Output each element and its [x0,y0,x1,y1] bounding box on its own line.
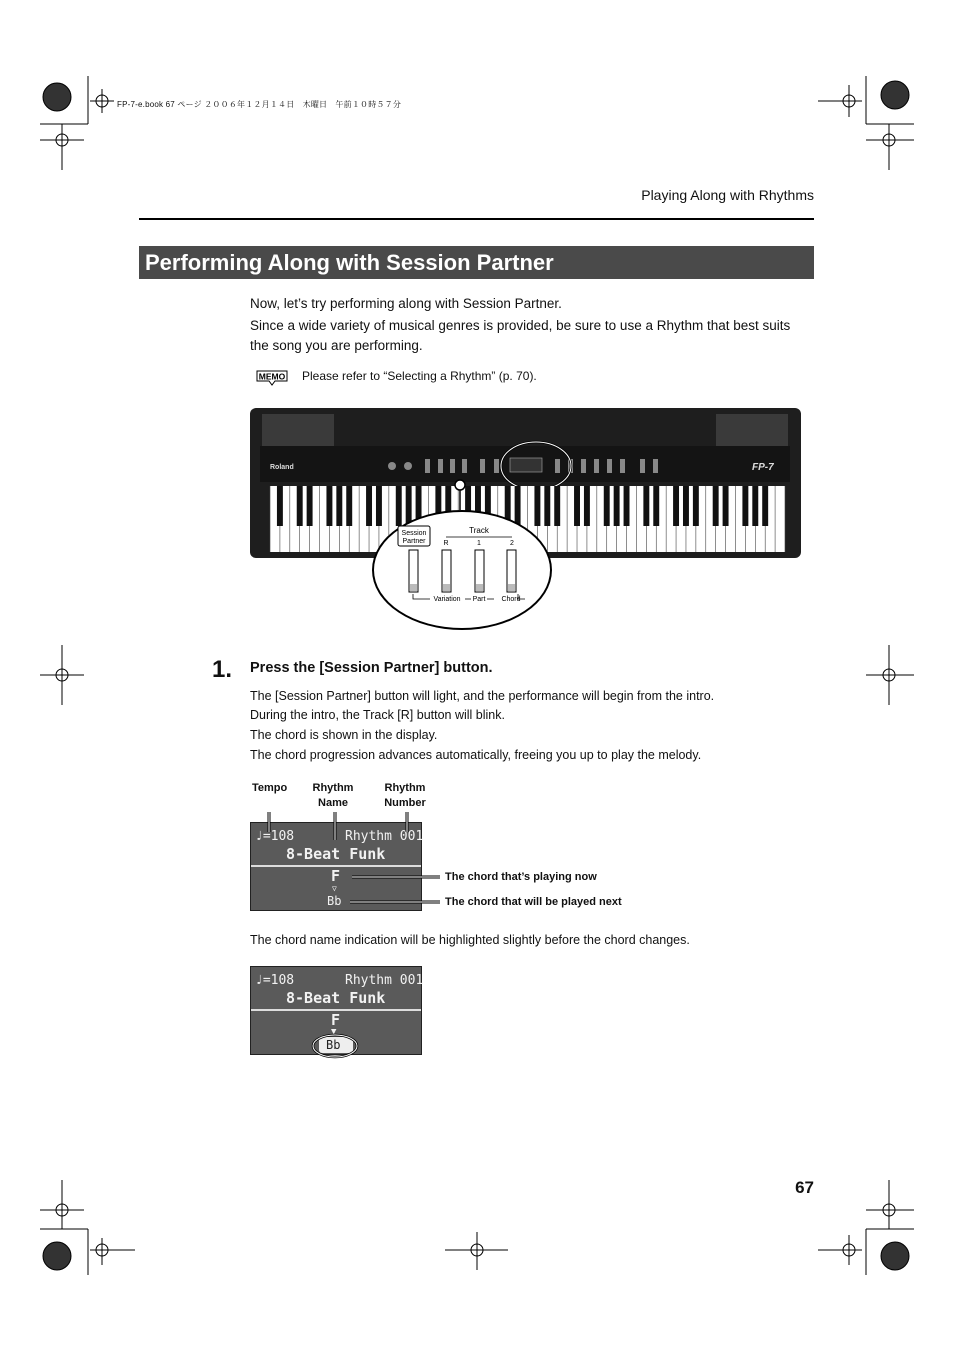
memo-label: MEMO [258,371,286,382]
black-key [277,486,283,526]
zoom-label-variation: Variation [433,596,461,603]
black-key [584,486,590,526]
black-key [723,486,729,526]
page-number: 67 [795,1178,814,1197]
black-key [297,486,303,526]
display2-rhythm-number: Rhythm 001 [345,973,424,988]
header-rule [139,218,814,220]
black-key [693,486,699,526]
section-title-bar [139,246,814,279]
track-r: R [443,540,449,547]
zoom-label-chord: Chord [501,596,521,603]
black-key [624,486,630,526]
black-key [534,486,540,526]
zoom-label-part: Part [472,596,486,603]
display2-rhythm-name: 8-Beat Funk [286,989,386,1007]
black-key [713,486,719,526]
highlight-note: The chord name indication will be highlighted slightly before the chord changes. [250,933,690,947]
display-tempo: ♩=108 [255,829,295,844]
model-logo: FP-7 [752,462,774,473]
black-key [346,486,352,526]
display-rhythm-name: 8-Beat Funk [286,845,386,863]
label-tempo: Tempo [252,782,288,794]
running-head: Playing Along with Rhythms [641,187,814,203]
session-label-1: Session [401,530,427,537]
print-info: FP-7-e.book 67 ページ ２００６年１２月１４日 木曜日 午前１０時５７分 [117,100,402,109]
black-key [653,486,659,526]
display-rhythm-number: Rhythm 001 [345,829,424,844]
piano-illustration [250,406,802,632]
black-key [762,486,768,526]
black-key [574,486,580,526]
black-key [336,486,342,526]
black-key [673,486,679,526]
memo-icon [255,368,289,386]
display2-next-arrow-icon: ▼ [331,1027,337,1037]
display-chord-next: Bb [327,894,342,908]
black-key [554,486,560,526]
black-key [643,486,649,526]
black-key [752,486,758,526]
session-label-2: Partner [402,538,426,545]
callout-chord-now: The chord that’s playing now [445,871,597,883]
black-key [326,486,332,526]
black-key [683,486,689,526]
step-line-3: The chord is shown in the display. [250,728,438,742]
label-rhythm-number-2: Number [384,797,426,809]
step-line-2: During the intro, the Track [R] button will blink. [250,708,505,722]
label-rhythm-number-1: Rhythm [384,782,426,794]
label-rhythm-name-1: Rhythm [312,782,354,794]
display2-tempo: ♩=108 [255,973,295,988]
black-key [406,486,412,526]
step-number: 1. [212,656,233,683]
intro-line-3: the song you are performing. [250,338,423,353]
black-key [376,486,382,526]
black-key [366,486,372,526]
display-next-arrow-icon: ▽ [332,884,337,893]
black-key [742,486,748,526]
black-key [604,486,610,526]
track-label: Track [469,526,489,535]
highlight-ellipse [310,1032,360,1060]
intro-line-2: Since a wide variety of musical genres is provided, be sure to use a Rhythm that best suits [250,318,791,333]
callout-chord-next: The chord that will be played next [445,896,622,908]
step-line-1: The [Session Partner] button will light, and the performance will begin from the intro. [250,689,715,703]
label-rhythm-name-2: Name [318,797,348,809]
brand-logo: Roland [270,464,294,471]
intro-line-1: Now, let’s try performing along with Session Partner. [250,296,562,311]
section-title: Performing Along with Session Partner [145,250,554,275]
track-1: 1 [477,540,481,547]
display2-chord-now: F [331,1011,341,1029]
step-title: Press the [Session Partner] button. [250,660,493,676]
display2-chord-next: Bb [326,1038,341,1052]
black-key [515,486,521,526]
black-key [614,486,620,526]
display-chord-now: F [331,867,341,885]
step-line-4: The chord progression advances automatically, freeing you up to play the melody. [250,748,702,762]
black-key [396,486,402,526]
display-leader-lines [250,810,450,910]
memo-text: Please refer to “Selecting a Rhythm” (p. 70). [302,369,537,383]
track-2: 2 [510,540,514,547]
black-key [544,486,550,526]
black-key [307,486,313,526]
